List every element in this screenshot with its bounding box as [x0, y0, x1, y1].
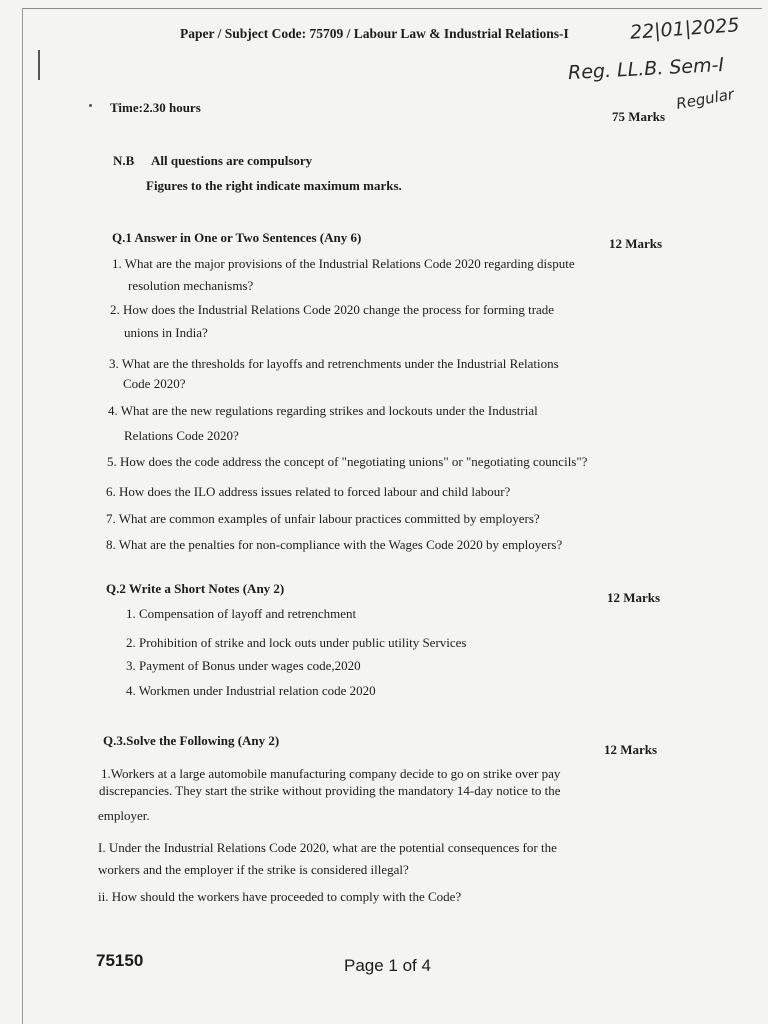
q1-line: unions in India? — [124, 325, 208, 340]
q2-line: 4. Workmen under Industrial relation code 2020 — [126, 683, 376, 698]
q1-line: 8. What are the penalties for non-compliance with the Wages Code 2020 by employers? — [106, 537, 563, 552]
page-number: Page 1 of 4 — [344, 956, 431, 975]
q2-line: 3. Payment of Bonus under wages code,2020 — [126, 658, 361, 673]
exam-time: Time:2.30 hours — [110, 100, 201, 115]
q2-marks: 12 Marks — [607, 590, 661, 605]
q2-line: 2. Prohibition of strike and lock outs under public utility Services — [126, 635, 467, 650]
q3-line: I. Under the Industrial Relations Code 2020, what are the potential consequences for the — [98, 840, 557, 855]
nb-instruction-2: Figures to the right indicate maximum marks. — [146, 178, 402, 193]
paper-title: Paper / Subject Code: 75709 / Labour Law & Industrial Relations-I — [180, 26, 569, 41]
scan-edge-top — [22, 8, 762, 9]
q1-line: 5. How does the code address the concept of "negotiating unions" or "negotiating councils"? — [107, 454, 588, 469]
q1-line: 1. What are the major provisions of the Industrial Relations Code 2020 regarding dispute — [112, 256, 575, 271]
nb-label: N.B — [113, 153, 135, 168]
bullet-dot — [89, 104, 92, 107]
q1-heading: Q.1 Answer in One or Two Sentences (Any 6) — [112, 230, 362, 245]
q1-line: 3. What are the thresholds for layoffs and retrenchments under the Industrial Relations — [109, 356, 559, 371]
q1-line: 6. How does the ILO address issues related to forced labour and child labour? — [106, 484, 511, 499]
q1-line: 4. What are the new regulations regarding strikes and lockouts under the Industrial — [108, 403, 538, 418]
q2-line: 1. Compensation of layoff and retrenchment — [126, 606, 357, 621]
q1-marks: 12 Marks — [609, 236, 663, 251]
q3-line: employer. — [98, 808, 150, 823]
handwritten-regular: Regular — [674, 85, 736, 113]
handwritten-date: 22|01|2025 — [629, 14, 741, 44]
q3-heading: Q.3.Solve the Following (Any 2) — [103, 733, 280, 748]
q3-line: workers and the employer if the strike is considered illegal? — [98, 862, 409, 877]
q1-line: resolution mechanisms? — [128, 278, 254, 293]
q2-heading: Q.2 Write a Short Notes (Any 2) — [106, 581, 285, 596]
margin-mark — [38, 50, 40, 80]
footer-paper-code: 75150 — [96, 951, 144, 970]
q1-line: 2. How does the Industrial Relations Code 2020 change the process for forming trade — [110, 302, 555, 317]
q3-line: ii. How should the workers have proceeded to comply with the Code? — [98, 889, 462, 904]
q3-marks: 12 Marks — [604, 742, 658, 757]
q3-line: 1.Workers at a large automobile manufacturing company decide to go on strike over pay — [101, 766, 561, 781]
q1-line: Code 2020? — [123, 376, 186, 391]
q1-line: Relations Code 2020? — [124, 428, 239, 443]
q1-line: 7. What are common examples of unfair labour practices committed by employers? — [106, 511, 540, 526]
nb-instruction-1: All questions are compulsory — [151, 153, 313, 168]
q3-line: discrepancies. They start the strike without providing the mandatory 14-day notice to the — [99, 783, 561, 798]
handwritten-reg: Reg. LL.B. Sem-I — [567, 53, 725, 85]
total-marks: 75 Marks — [612, 109, 666, 124]
scan-edge-left — [22, 8, 23, 1024]
